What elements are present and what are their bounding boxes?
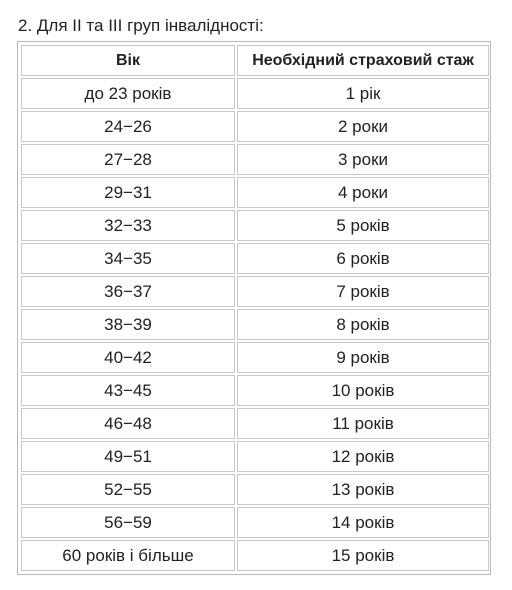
table-row [21, 309, 489, 340]
age-cell: 36−37 [21, 276, 235, 307]
age-cell: 60 років і більше [21, 540, 235, 571]
table-row [21, 408, 489, 439]
table-row [21, 144, 489, 175]
age-cell: 49−51 [21, 441, 235, 472]
table-row [21, 210, 489, 241]
table-row [21, 540, 489, 571]
required-experience-cell: 11 років [237, 408, 489, 439]
age-cell: 29−31 [21, 177, 235, 208]
required-experience-cell: 10 років [237, 375, 489, 406]
required-experience-cell: 13 років [237, 474, 489, 505]
required-experience-cell: 15 років [237, 540, 489, 571]
age-cell: 46−48 [21, 408, 235, 439]
column-header-required-experience: Необхідний страховий стаж [237, 45, 489, 76]
table-row [21, 111, 489, 142]
required-experience-cell: 4 роки [237, 177, 489, 208]
age-cell: 56−59 [21, 507, 235, 538]
table-row [21, 243, 489, 274]
age-cell: 38−39 [21, 309, 235, 340]
required-experience-cell: 6 років [237, 243, 489, 274]
age-cell: 34−35 [21, 243, 235, 274]
required-experience-cell: 9 років [237, 342, 489, 373]
required-experience-cell: 8 років [237, 309, 489, 340]
age-cell: 43−45 [21, 375, 235, 406]
section-heading: 2. Для ІІ та ІІІ груп інвалідності: [18, 16, 264, 35]
table-row [21, 441, 489, 472]
table-row [21, 276, 489, 307]
table-row [21, 375, 489, 406]
column-header-age: Вік [21, 45, 235, 76]
required-experience-cell: 12 років [237, 441, 489, 472]
insurance-experience-table [17, 41, 491, 575]
required-experience-cell: 1 рік [237, 78, 489, 109]
required-experience-cell: 5 років [237, 210, 489, 241]
age-cell: 32−33 [21, 210, 235, 241]
age-cell: 40−42 [21, 342, 235, 373]
required-experience-cell: 3 роки [237, 144, 489, 175]
age-cell: 52−55 [21, 474, 235, 505]
age-cell: до 23 років [21, 78, 235, 109]
table-row [21, 177, 489, 208]
table-row [21, 474, 489, 505]
required-experience-cell: 2 роки [237, 111, 489, 142]
table-body [21, 78, 489, 571]
age-cell: 27−28 [21, 144, 235, 175]
table-row [21, 507, 489, 538]
age-cell: 24−26 [21, 111, 235, 142]
table-row [21, 78, 489, 109]
table-row [21, 342, 489, 373]
required-experience-cell: 7 років [237, 276, 489, 307]
required-experience-cell: 14 років [237, 507, 489, 538]
table-header-row [21, 45, 489, 76]
